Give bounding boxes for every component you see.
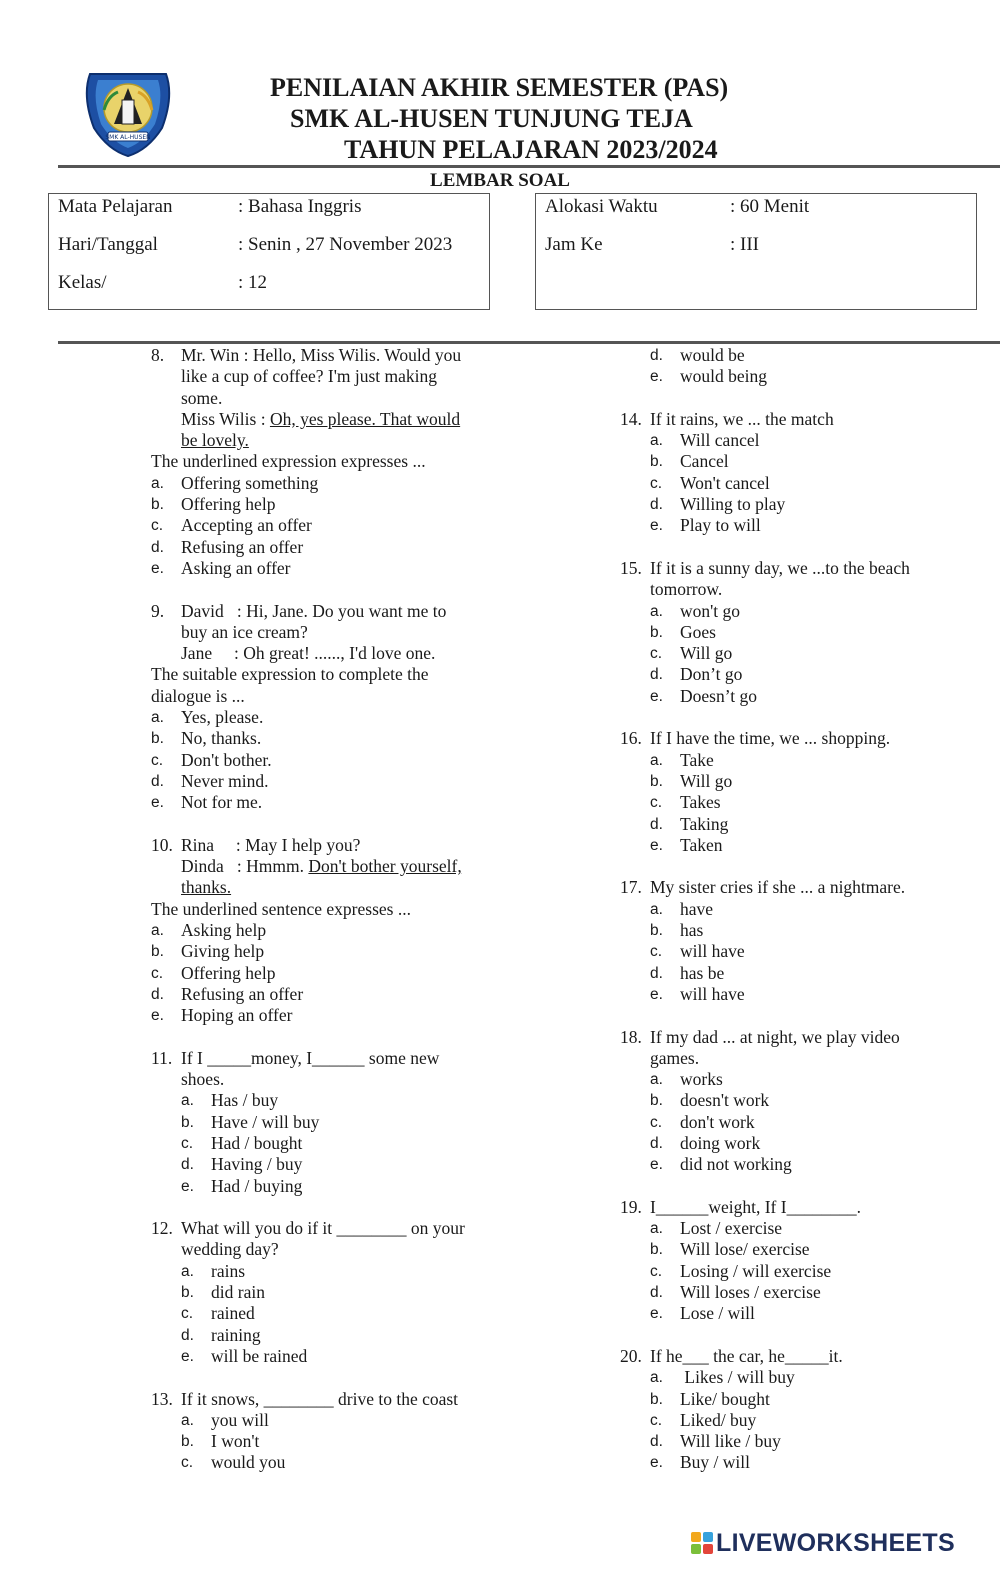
option-text: Offering help <box>181 962 276 983</box>
option-b[interactable] <box>181 1431 476 1452</box>
option-text: Taken <box>680 834 723 855</box>
option-letter: a. <box>650 432 663 450</box>
option-letter: c. <box>181 1454 194 1472</box>
option-letter: c. <box>181 1305 194 1323</box>
option-list <box>650 430 940 536</box>
question-14 <box>620 409 940 537</box>
option-letter: b. <box>151 943 164 961</box>
option-list <box>650 899 940 1005</box>
info-label: Hari/Tanggal <box>58 234 158 255</box>
option-text: Will cancel <box>680 430 760 451</box>
question-text: If it snows, ________ drive to the coast <box>181 1388 459 1409</box>
option-text: you will <box>211 1409 269 1430</box>
option-text: Yes, please. <box>181 707 264 728</box>
school-crest-logo <box>78 66 178 158</box>
option-text: Like/ bought <box>680 1388 770 1409</box>
liveworksheets-brand[interactable] <box>690 1528 955 1558</box>
option-letter: b. <box>181 1113 194 1131</box>
dialog-speaker: Miss Wilis : <box>181 408 270 429</box>
dialog-speaker: David : <box>181 600 247 621</box>
brand-name: LIVEWORKSHEETS <box>716 1528 955 1557</box>
question-text: I______weight, If I________. <box>650 1196 861 1217</box>
option-letter: d. <box>650 964 663 982</box>
question-13-continued <box>620 345 940 388</box>
option-letter: e. <box>650 1156 663 1174</box>
option-d[interactable] <box>650 1431 940 1452</box>
option-b[interactable] <box>650 622 940 643</box>
option-letter: e. <box>151 794 164 812</box>
info-value: : 12 <box>238 272 268 293</box>
option-text: Will like / buy <box>680 1431 781 1452</box>
option-letter: b. <box>151 496 164 514</box>
option-letter: d. <box>650 666 663 684</box>
option-letter: e. <box>650 368 663 386</box>
option-b[interactable] <box>151 941 476 962</box>
option-text: Won't cancel <box>680 472 770 493</box>
option-list <box>181 1090 476 1196</box>
option-list <box>151 473 476 579</box>
option-text: Refusing an offer <box>181 983 304 1004</box>
option-text: Will go <box>680 770 733 791</box>
option-a[interactable] <box>151 707 476 728</box>
option-a[interactable] <box>151 920 476 941</box>
dialog-line <box>181 643 476 664</box>
option-text: has be <box>680 962 725 983</box>
option-letter: b. <box>650 1092 663 1110</box>
option-c[interactable] <box>650 473 940 494</box>
option-list <box>650 1069 940 1175</box>
option-text: Play to will <box>680 515 761 536</box>
option-text: Had / bought <box>211 1132 303 1153</box>
option-letter: a. <box>650 1369 663 1387</box>
option-list <box>181 1410 476 1474</box>
option-c[interactable] <box>181 1452 476 1473</box>
question-text: If it is a sunny day, we ...to the beach tomorrow. <box>650 557 910 600</box>
info-label: Alokasi Waktu <box>545 196 658 217</box>
option-text: Liked/ buy <box>680 1409 757 1430</box>
option-letter: e. <box>650 1305 663 1323</box>
option-c[interactable] <box>181 1133 476 1154</box>
option-text: Doesn’t go <box>680 685 757 706</box>
option-letter: b. <box>151 730 164 748</box>
dialog-line <box>181 835 476 856</box>
option-letter: c. <box>650 474 663 492</box>
option-text: Taking <box>680 813 729 834</box>
option-letter: e. <box>151 559 164 577</box>
option-text: Buy / will <box>680 1452 751 1473</box>
option-text: Hoping an offer <box>181 1005 293 1026</box>
option-letter: d. <box>181 1326 194 1344</box>
option-text: did rain <box>211 1282 265 1303</box>
option-text: No, thanks. <box>181 728 262 749</box>
question-number: 20. <box>620 1345 642 1366</box>
option-letter: b. <box>181 1433 194 1451</box>
dialog-text: Hi, Jane. Do you want me to buy an ice cream? <box>181 600 447 642</box>
option-e[interactable] <box>650 835 940 856</box>
option-letter: e. <box>650 687 663 705</box>
option-letter: e. <box>650 517 663 535</box>
option-text: Refusing an offer <box>181 536 304 557</box>
question-number: 12. <box>151 1218 173 1239</box>
header-divider <box>58 165 1000 168</box>
option-text: Never mind. <box>181 770 269 791</box>
option-text: did not working <box>680 1154 792 1175</box>
option-e[interactable] <box>650 984 940 1005</box>
option-b[interactable] <box>650 1239 940 1260</box>
right-question-column <box>620 345 940 1495</box>
option-b[interactable] <box>181 1112 476 1133</box>
option-letter: d. <box>650 815 663 833</box>
dialog-text: Hello, Miss Wilis. Would you like a cup of coffee? I'm just making some. <box>181 345 462 408</box>
question-text: My sister cries if she ... a nightmare. <box>650 877 906 898</box>
question-number: 10. <box>151 834 173 855</box>
option-text: Have / will buy <box>211 1111 320 1132</box>
option-letter: a. <box>650 751 663 769</box>
option-letter: e. <box>650 836 663 854</box>
option-list <box>151 707 476 813</box>
question-number: 16. <box>620 728 642 749</box>
option-text: Offering something <box>181 472 319 493</box>
liveworksheets-logo-icon <box>690 1531 714 1555</box>
option-letter: d. <box>650 347 663 364</box>
option-b[interactable] <box>650 1389 940 1410</box>
option-letter: c. <box>151 964 164 982</box>
question-10 <box>151 835 476 1027</box>
option-letter: c. <box>151 517 164 535</box>
option-letter: e. <box>181 1177 194 1195</box>
question-number: 9. <box>151 600 165 621</box>
option-letter: b. <box>650 922 663 940</box>
option-text: will have <box>680 941 745 962</box>
question-8 <box>151 345 476 579</box>
option-text: Takes <box>680 792 721 813</box>
option-letter: b. <box>650 623 663 641</box>
option-e[interactable] <box>181 1176 476 1197</box>
option-d[interactable] <box>650 814 940 835</box>
option-e[interactable] <box>151 558 476 579</box>
sheet-label: LEMBAR SOAL <box>430 170 570 191</box>
option-a[interactable] <box>181 1410 476 1431</box>
option-d[interactable] <box>650 1282 940 1303</box>
option-text: Willing to play <box>680 494 786 515</box>
option-e[interactable] <box>151 792 476 813</box>
option-text: would you <box>211 1452 286 1473</box>
question-text: If I _____money, I______ some new shoes. <box>181 1047 440 1090</box>
question-number: 8. <box>151 345 165 365</box>
info-label: Jam Ke <box>545 234 603 255</box>
option-e[interactable] <box>650 686 940 707</box>
option-letter: c. <box>650 1262 663 1280</box>
option-text: have <box>680 898 714 919</box>
option-b[interactable] <box>650 920 940 941</box>
option-text: Will lose/ exercise <box>680 1239 810 1260</box>
question-number: 13. <box>151 1388 173 1409</box>
option-c[interactable] <box>650 1410 940 1431</box>
option-c[interactable] <box>151 515 476 536</box>
option-text: Likes / will buy <box>680 1367 795 1388</box>
option-d[interactable] <box>151 537 476 558</box>
question-18 <box>620 1027 940 1176</box>
info-label: Kelas/ <box>58 272 107 293</box>
option-letter: b. <box>650 453 663 471</box>
question-19 <box>620 1197 940 1325</box>
option-letter: c. <box>650 943 663 961</box>
option-d[interactable] <box>650 963 940 984</box>
option-letter: a. <box>181 1092 194 1110</box>
option-text: won't go <box>680 600 741 621</box>
question-16 <box>620 728 940 856</box>
question-12 <box>151 1218 476 1367</box>
option-b[interactable] <box>650 1090 940 1111</box>
option-letter: d. <box>650 1433 663 1451</box>
option-text: Will go <box>680 643 733 664</box>
option-e[interactable] <box>181 1346 476 1367</box>
option-b[interactable] <box>151 494 476 515</box>
option-b[interactable] <box>181 1282 476 1303</box>
option-e[interactable] <box>650 515 940 536</box>
option-letter: d. <box>151 985 164 1003</box>
option-c[interactable] <box>650 643 940 664</box>
option-d[interactable] <box>151 771 476 792</box>
option-text: Having / buy <box>211 1154 303 1175</box>
option-a[interactable] <box>151 473 476 494</box>
option-b[interactable] <box>650 451 940 472</box>
dialog-line <box>181 409 476 452</box>
option-a[interactable] <box>181 1090 476 1111</box>
question-number: 11. <box>151 1047 173 1068</box>
option-c[interactable] <box>151 963 476 984</box>
option-a[interactable] <box>650 1218 940 1239</box>
info-value: : Senin , 27 November 2023 <box>238 234 453 255</box>
question-text: If it rains, we ... the match <box>650 408 834 429</box>
option-e[interactable] <box>151 1005 476 1026</box>
question-9 <box>151 601 476 814</box>
option-letter: c. <box>650 1411 663 1429</box>
option-text: Giving help <box>181 941 265 962</box>
option-c[interactable] <box>181 1303 476 1324</box>
option-text: Lost / exercise <box>680 1218 783 1239</box>
option-text: Take <box>680 749 714 770</box>
dialog-line <box>181 856 476 899</box>
option-d[interactable] <box>650 664 940 685</box>
option-text: has <box>680 920 704 941</box>
option-e[interactable] <box>650 1154 940 1175</box>
dialog-speaker: Rina : <box>181 834 246 855</box>
option-letter: a. <box>650 900 663 918</box>
option-text: will be rained <box>211 1345 308 1366</box>
option-letter: b. <box>650 1241 663 1259</box>
underlined-expression: Oh, yes please. That would be lovely. <box>181 408 461 451</box>
option-list <box>650 345 940 388</box>
option-text: Will loses / exercise <box>680 1282 821 1303</box>
body-divider <box>58 341 1000 344</box>
exam-title: PENILAIAN AKHIR SEMESTER (PAS) <box>270 73 729 102</box>
option-text: Accepting an offer <box>181 515 312 536</box>
option-text: Don't bother. <box>181 749 272 770</box>
option-d[interactable] <box>151 984 476 1005</box>
question-text: If my dad ... at night, we play video games. <box>650 1026 900 1068</box>
option-e[interactable] <box>650 1452 940 1473</box>
option-a[interactable] <box>650 1069 940 1090</box>
option-c[interactable] <box>650 1261 940 1282</box>
option-a[interactable] <box>650 1367 940 1388</box>
logo-caption: SMK AL-HUSEN <box>105 134 151 141</box>
option-text: Asking an offer <box>181 557 291 578</box>
option-d[interactable] <box>181 1325 476 1346</box>
option-a[interactable] <box>181 1261 476 1282</box>
option-letter: a. <box>650 602 663 620</box>
option-d[interactable] <box>181 1154 476 1175</box>
dialog-speaker: Mr. Win : <box>181 345 253 365</box>
option-letter: d. <box>650 1284 663 1302</box>
option-text: I won't <box>211 1431 260 1452</box>
option-letter: d. <box>650 1134 663 1152</box>
option-text: would being <box>680 366 768 387</box>
info-label: Mata Pelajaran <box>58 196 173 217</box>
option-text: works <box>680 1069 723 1090</box>
option-text: would be <box>680 345 745 365</box>
info-value: : Bahasa Inggris <box>238 196 362 217</box>
question-prompt: The underlined sentence expresses ... <box>151 898 411 919</box>
question-text: What will you do if it ________ on your wedding day? <box>181 1218 465 1260</box>
option-e[interactable] <box>650 1303 940 1324</box>
dialog-speaker: Jane : <box>181 643 244 664</box>
option-list <box>650 601 940 707</box>
option-text: Has / buy <box>211 1090 279 1111</box>
option-letter: a. <box>151 474 164 492</box>
option-letter: d. <box>151 772 164 790</box>
option-a[interactable] <box>650 899 940 920</box>
option-letter: a. <box>650 1071 663 1089</box>
option-letter: c. <box>181 1134 194 1152</box>
underlined-sentence: Don't bother yourself, thanks. <box>181 856 462 898</box>
option-letter: c. <box>151 751 164 769</box>
option-c[interactable] <box>650 1112 940 1133</box>
school-name: SMK AL-HUSEN TUNJUNG TEJA <box>290 104 693 133</box>
option-e[interactable] <box>650 366 940 387</box>
question-prompt: The suitable expression to complete the dialogue is ... <box>151 664 429 706</box>
question-15 <box>620 558 940 707</box>
option-text: Asking help <box>181 920 267 941</box>
option-text: doesn't work <box>680 1090 770 1111</box>
academic-year: TAHUN PELAJARAN 2023/2024 <box>344 135 718 164</box>
option-letter: b. <box>181 1284 194 1302</box>
dialog-speaker: Dinda : <box>181 856 247 877</box>
option-a[interactable] <box>650 601 940 622</box>
option-text: don't work <box>680 1111 755 1132</box>
option-letter: d. <box>650 496 663 514</box>
question-number: 19. <box>620 1196 642 1217</box>
option-letter: a. <box>181 1411 194 1429</box>
option-text: Offering help <box>181 494 276 515</box>
option-letter: c. <box>650 794 663 812</box>
option-letter: e. <box>650 1454 663 1472</box>
dialog-line <box>181 601 476 644</box>
option-text: rains <box>211 1260 246 1281</box>
option-letter: e. <box>151 1007 164 1025</box>
dialog-text: Oh great! ......, I'd love one. <box>243 643 436 664</box>
option-letter: d. <box>151 538 164 556</box>
option-text: Not for me. <box>181 792 263 813</box>
question-number: 18. <box>620 1026 642 1047</box>
option-b[interactable] <box>151 728 476 749</box>
option-b[interactable] <box>650 771 940 792</box>
option-c[interactable] <box>650 792 940 813</box>
option-letter: e. <box>181 1347 194 1365</box>
option-letter: b. <box>650 772 663 790</box>
option-list <box>151 920 476 1026</box>
question-text: If he___ the car, he_____it. <box>650 1345 843 1366</box>
question-number: 15. <box>620 557 642 578</box>
option-list <box>650 750 940 856</box>
question-prompt: The underlined expression expresses ... <box>151 451 426 472</box>
dialog-text: Hmmm. <box>246 856 309 877</box>
option-a[interactable] <box>650 430 940 451</box>
option-text: raining <box>211 1324 261 1345</box>
question-11 <box>151 1048 476 1197</box>
option-letter: c. <box>650 1113 663 1131</box>
option-letter: e. <box>650 985 663 1003</box>
left-question-column <box>151 345 476 1495</box>
option-d[interactable] <box>650 1133 940 1154</box>
option-letter: a. <box>181 1262 194 1280</box>
option-d[interactable] <box>650 345 940 366</box>
question-text: If I have the time, we ... shopping. <box>650 728 891 749</box>
info-value: : III <box>730 234 760 255</box>
question-13 <box>151 1389 476 1474</box>
dialog-line <box>181 345 476 409</box>
option-text: Lose / will <box>680 1303 755 1324</box>
question-number: 17. <box>620 877 642 898</box>
option-letter: d. <box>181 1156 194 1174</box>
question-number: 14. <box>620 408 642 429</box>
option-list <box>181 1261 476 1367</box>
option-c[interactable] <box>650 941 940 962</box>
option-letter: c. <box>650 645 663 663</box>
option-list <box>650 1218 940 1324</box>
option-letter: b. <box>650 1390 663 1408</box>
option-c[interactable] <box>151 750 476 771</box>
option-text: Goes <box>680 621 716 642</box>
option-text: will have <box>680 983 745 1004</box>
dialog-text: May I help you? <box>245 834 361 855</box>
option-text: Had / buying <box>211 1175 303 1196</box>
option-letter: a. <box>151 709 164 727</box>
option-list <box>650 1367 940 1473</box>
option-text: doing work <box>680 1132 761 1153</box>
option-letter: a. <box>650 1220 663 1238</box>
option-text: Losing / will exercise <box>680 1260 832 1281</box>
info-value: : 60 Menit <box>730 196 810 217</box>
question-17 <box>620 877 940 1005</box>
option-a[interactable] <box>650 750 940 771</box>
option-text: Cancel <box>680 451 729 472</box>
option-text: Don’t go <box>680 664 743 685</box>
question-20 <box>620 1346 940 1474</box>
option-d[interactable] <box>650 494 940 515</box>
option-text: rained <box>211 1303 255 1324</box>
option-letter: a. <box>151 922 164 940</box>
